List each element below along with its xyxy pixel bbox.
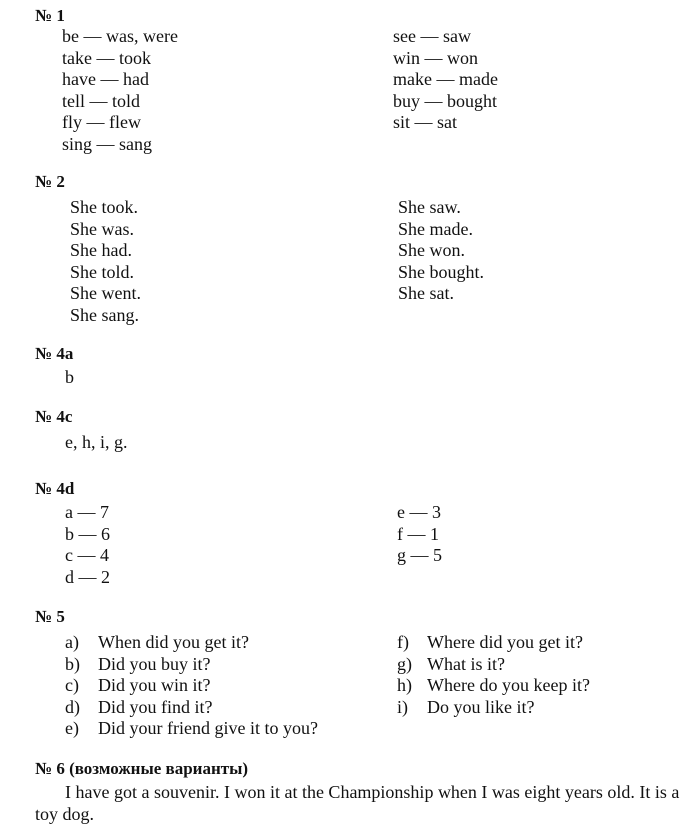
match-pair: d — 2 [65,566,110,587]
question-text: Did your friend give it to you? [98,718,318,739]
verb-pair: have — had [62,69,149,90]
exercise-2-right-column [398,197,484,305]
exercise-6-heading: № 6 (возможные варианты) [35,759,249,778]
question-item [65,632,318,654]
item-label: c) [65,675,79,696]
sentence: She took. [70,197,139,217]
match-pair: f — 1 [397,523,439,544]
question-item [397,654,590,676]
question-text: Where did you get it? [427,632,583,652]
verb-pair: fly — flew [62,112,141,133]
item-label: a) [65,632,79,652]
item-label: b) [65,653,80,674]
sentence: She bought. [398,261,485,282]
question-text: What is it? [427,653,505,674]
exercise-4d-right-column [397,502,442,567]
exercise-4c-answer: e, h, i, g. [65,432,128,452]
question-text: When did you get it? [98,632,249,652]
sentence: She told. [70,261,135,282]
item-label: i) [397,696,408,717]
exercise-6-paragraph: I have got a souvenir. I won it at the Championship when I was eight years old. It is a toy dog. [35,782,680,824]
exercise-4d-left-column [65,502,110,588]
verb-pair: take — took [62,47,151,68]
exercise-1-left-column [62,26,178,156]
sentence: She saw. [398,197,461,217]
sentence: She won. [398,240,465,261]
verb-pair: tell — told [62,90,140,111]
question-text: Where do you keep it? [427,675,590,696]
sentence: She made. [398,218,473,239]
question-item [397,697,590,719]
exercise-4c-heading: № 4c [35,407,73,426]
exercise-5-heading: № 5 [35,607,65,626]
match-pair: a — 7 [65,502,109,522]
question-text: Did you buy it? [98,653,211,674]
verb-pair: see — saw [393,26,471,46]
question-text: Do you like it? [427,696,535,717]
question-text: Did you find it? [98,696,213,717]
item-label: h) [397,675,412,696]
match-pair: g — 5 [397,545,442,566]
exercise-4a-heading: № 4a [35,344,74,363]
verb-pair: sing — sang [62,133,152,154]
exercise-5-right-column [397,632,590,718]
exercise-1-heading: № 1 [35,6,65,25]
sentence: She went. [70,283,141,304]
verb-pair: sit — sat [393,112,458,133]
item-label: e) [65,718,79,739]
exercise-1-right-column [393,26,498,134]
question-item [65,654,318,676]
verb-pair: buy — bought [393,90,498,111]
sentence: She had. [70,240,132,261]
verb-pair: make — made [393,69,498,90]
match-pair: c — 4 [65,545,109,566]
question-item [65,718,318,740]
sentence: She sat. [398,283,454,304]
verb-pair: be — was, were [62,26,178,46]
exercise-4a-answer: b [65,367,74,387]
item-label: d) [65,696,80,717]
exercise-4d-heading: № 4d [35,479,75,498]
exercise-2-heading: № 2 [35,172,65,191]
exercise-2-left-column [70,197,141,327]
verb-pair: win — won [393,47,478,68]
sentence: She was. [70,218,134,239]
question-item [65,675,318,697]
question-item [397,675,590,697]
match-pair: b — 6 [65,523,110,544]
exercise-5-left-column [65,632,318,740]
question-item [65,697,318,719]
match-pair: e — 3 [397,502,441,522]
item-label: g) [397,653,412,674]
question-text: Did you win it? [98,675,211,696]
sentence: She sang. [70,304,139,325]
question-item [397,632,590,654]
item-label: f) [397,632,409,652]
